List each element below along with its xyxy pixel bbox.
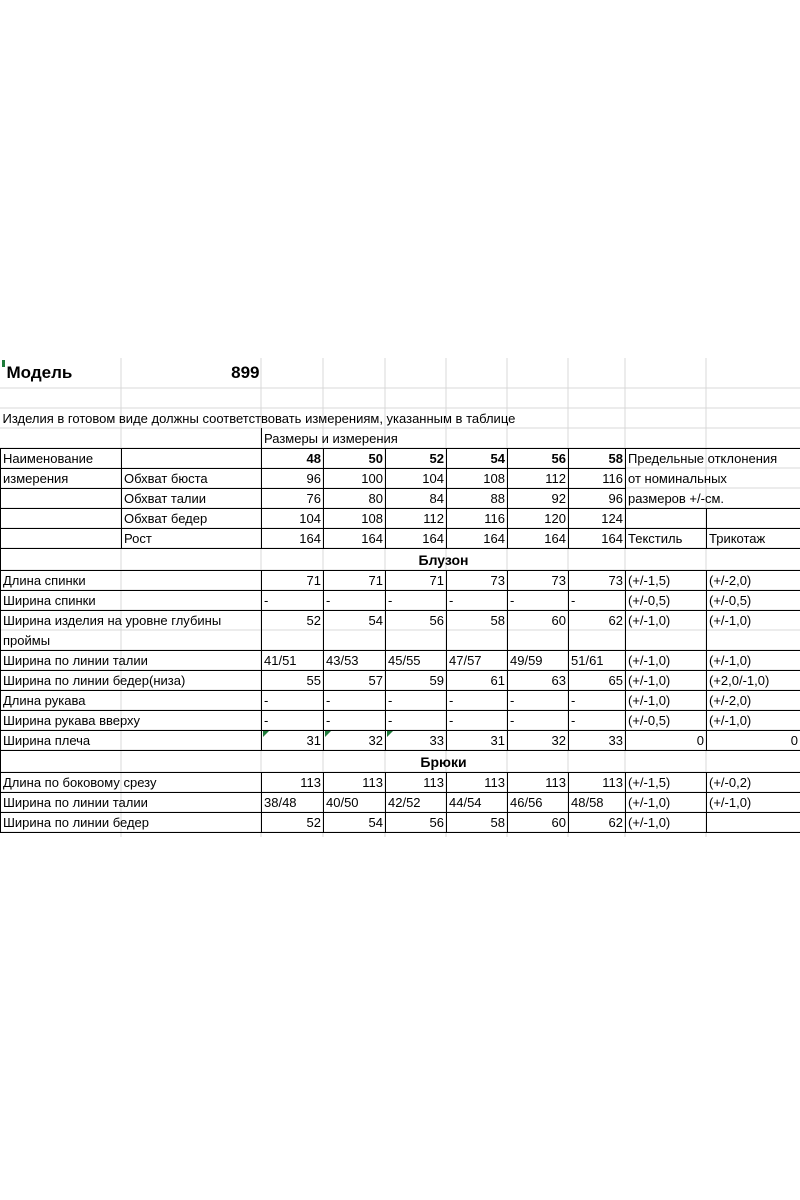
row-value: 60 xyxy=(508,610,569,630)
row-value: 47/57 xyxy=(447,650,508,670)
model-row xyxy=(1,358,800,388)
table-row xyxy=(1,812,800,832)
tolerance-header-3: размеров +/-см. xyxy=(626,488,800,508)
cell xyxy=(122,448,262,468)
blank-row xyxy=(1,388,800,408)
textile-tolerance xyxy=(626,630,707,650)
measurement-value: 112 xyxy=(508,468,569,488)
sizes-header-row xyxy=(1,428,800,448)
body-measurement-row xyxy=(1,468,800,488)
table-row xyxy=(1,690,800,710)
measurement-label: Обхват бюста xyxy=(122,468,262,488)
textile-tolerance: (+/-1,5) xyxy=(626,570,707,590)
row-label: Ширина спинки xyxy=(1,590,122,610)
cell xyxy=(447,358,508,388)
measurement-value: 112 xyxy=(386,508,447,528)
row-value: 59 xyxy=(386,670,447,690)
cell xyxy=(1,488,122,508)
knit-tolerance: (+/-1,0) xyxy=(707,650,800,670)
textile-tolerance: (+/-1,5) xyxy=(626,772,707,792)
row-label: Ширина рукава вверху xyxy=(1,710,122,730)
row-value: 32 xyxy=(508,730,569,750)
row-value: 62 xyxy=(569,812,626,832)
cell xyxy=(626,388,707,408)
row-value: - xyxy=(447,590,508,610)
row-value: 65 xyxy=(569,670,626,690)
row-value: - xyxy=(569,690,626,710)
section-title-row xyxy=(1,548,800,570)
measurement-value: 108 xyxy=(324,508,386,528)
row-value: 54 xyxy=(324,610,386,630)
cell xyxy=(1,428,122,448)
row-value: - xyxy=(447,690,508,710)
section-title: Брюки xyxy=(262,750,626,772)
row-value: 73 xyxy=(508,570,569,590)
cell xyxy=(324,358,386,388)
measurement-value: 84 xyxy=(386,488,447,508)
row-value: 73 xyxy=(447,570,508,590)
measurement-value: 100 xyxy=(324,468,386,488)
measurement-value: 120 xyxy=(508,508,569,528)
knit-tolerance: (+/-0,5) xyxy=(707,590,800,610)
measurement-label: Обхват бедер xyxy=(122,508,262,528)
measurement-value: 116 xyxy=(569,468,626,488)
row-value: 58 xyxy=(447,812,508,832)
row-value xyxy=(386,630,447,650)
row-value: 56 xyxy=(386,812,447,832)
row-value: - xyxy=(262,690,324,710)
tolerance-header: Предельные отклонения xyxy=(626,448,800,468)
row-value: - xyxy=(569,710,626,730)
error-indicator-icon xyxy=(325,731,331,737)
measurement-label: Обхват талии xyxy=(122,488,262,508)
measurement-label: Рост xyxy=(122,528,262,548)
row-value: - xyxy=(324,690,386,710)
row-value: 41/51 xyxy=(262,650,324,670)
cell xyxy=(1,508,122,528)
cell xyxy=(707,750,800,772)
cell xyxy=(386,358,447,388)
size-48: 48 xyxy=(262,448,324,468)
intro-row xyxy=(1,408,800,428)
cell xyxy=(707,548,800,570)
cell xyxy=(122,750,262,772)
knit-tolerance: (+/-0,2) xyxy=(707,772,800,792)
row-value: 55 xyxy=(262,670,324,690)
table-row xyxy=(1,730,800,750)
table-row xyxy=(1,590,800,610)
row-value: - xyxy=(508,710,569,730)
row-label: Ширина по линии талии xyxy=(1,650,122,670)
row-value: 44/54 xyxy=(447,792,508,812)
row-value: 31 xyxy=(447,730,508,750)
row-value: - xyxy=(262,710,324,730)
cell xyxy=(569,388,626,408)
knit-tolerance: (+/-2,0) xyxy=(707,570,800,590)
row-label: Ширина по линии бедер xyxy=(1,812,122,832)
measurement-value: 164 xyxy=(447,528,508,548)
cell xyxy=(122,548,262,570)
row-value: 61 xyxy=(447,670,508,690)
row-value: 113 xyxy=(386,772,447,792)
row-value: 60 xyxy=(508,812,569,832)
body-measurement-row xyxy=(1,528,800,548)
row-value: - xyxy=(324,590,386,610)
row-value: 71 xyxy=(386,570,447,590)
knit-tolerance xyxy=(707,812,800,832)
row-value: 45/55 xyxy=(386,650,447,670)
cell xyxy=(122,428,262,448)
textile-tolerance: (+/-0,5) xyxy=(626,590,707,610)
name-header: Наименование xyxy=(1,448,122,468)
table-row xyxy=(1,670,800,690)
row-value: 73 xyxy=(569,570,626,590)
textile-tolerance: (+/-1,0) xyxy=(626,690,707,710)
knit-tolerance: (+/-1,0) xyxy=(707,610,800,630)
row-value: - xyxy=(324,710,386,730)
table-row xyxy=(1,650,800,670)
row-value: - xyxy=(447,710,508,730)
row-value: 49/59 xyxy=(508,650,569,670)
row-value: 48/58 xyxy=(569,792,626,812)
cell xyxy=(1,548,122,570)
section-title-row xyxy=(1,750,800,772)
row-value: 63 xyxy=(508,670,569,690)
cell xyxy=(569,358,626,388)
name-header-2: измерения xyxy=(1,468,122,488)
row-value: 52 xyxy=(262,812,324,832)
row-value: 42/52 xyxy=(386,792,447,812)
row-label: Длина по боковому срезу xyxy=(1,772,122,792)
row-label: Длина спинки xyxy=(1,570,122,590)
cell xyxy=(1,528,122,548)
size-50: 50 xyxy=(324,448,386,468)
cell xyxy=(707,358,800,388)
measurement-value: 164 xyxy=(262,528,324,548)
measurement-value: 124 xyxy=(569,508,626,528)
model-label: Модель xyxy=(6,363,73,382)
size-56: 56 xyxy=(508,448,569,468)
row-value: 54 xyxy=(324,812,386,832)
row-value: 40/50 xyxy=(324,792,386,812)
size-table xyxy=(0,358,800,833)
cell xyxy=(122,730,262,750)
measurement-value: 96 xyxy=(569,488,626,508)
row-value: 33 xyxy=(569,730,626,750)
cell xyxy=(122,590,262,610)
cell xyxy=(447,388,508,408)
knitwear-header: Трикотаж xyxy=(707,528,800,548)
row-value: 113 xyxy=(508,772,569,792)
cell xyxy=(1,388,122,408)
cell xyxy=(626,750,707,772)
measurement-value: 104 xyxy=(262,508,324,528)
measurement-value: 104 xyxy=(386,468,447,488)
row-value: 32 xyxy=(324,730,386,750)
row-value: 57 xyxy=(324,670,386,690)
row-value: 38/48 xyxy=(262,792,324,812)
measurement-value: 88 xyxy=(447,488,508,508)
table-row xyxy=(1,772,800,792)
row-value: 58 xyxy=(447,610,508,630)
measurement-value: 92 xyxy=(508,488,569,508)
measurement-value: 164 xyxy=(508,528,569,548)
intro-text: Изделия в готовом виде должны соответствовать измерениям, указанным в таблице xyxy=(2,411,516,426)
cell xyxy=(262,388,324,408)
row-value xyxy=(447,630,508,650)
measurement-value: 80 xyxy=(324,488,386,508)
table-row xyxy=(1,570,800,590)
row-value: - xyxy=(386,690,447,710)
size-52: 52 xyxy=(386,448,447,468)
textile-tolerance: (+/-1,0) xyxy=(626,670,707,690)
textile-tolerance: (+/-1,0) xyxy=(626,792,707,812)
body-measurement-row xyxy=(1,488,800,508)
row-value: - xyxy=(508,590,569,610)
row-value xyxy=(262,630,324,650)
cell xyxy=(122,690,262,710)
error-indicator-icon xyxy=(263,731,269,737)
row-value xyxy=(324,630,386,650)
measurement-value: 164 xyxy=(386,528,447,548)
textile-tolerance: (+/-1,0) xyxy=(626,650,707,670)
row-value: 113 xyxy=(324,772,386,792)
section-title: Блузон xyxy=(262,548,626,570)
cell xyxy=(1,750,122,772)
row-value: - xyxy=(262,590,324,610)
row-value: - xyxy=(386,710,447,730)
spreadsheet xyxy=(0,358,800,840)
row-label: Длина рукава xyxy=(1,690,122,710)
row-value: - xyxy=(569,590,626,610)
cell xyxy=(626,548,707,570)
table-row xyxy=(1,792,800,812)
row-label: проймы xyxy=(1,630,122,650)
row-value: 113 xyxy=(447,772,508,792)
measurement-value: 116 xyxy=(447,508,508,528)
row-label: Ширина по линии бедер(низа) xyxy=(1,670,122,690)
measurement-value: 164 xyxy=(324,528,386,548)
row-value: 51/61 xyxy=(569,650,626,670)
cell xyxy=(626,508,707,528)
row-label: Ширина плеча xyxy=(1,730,122,750)
table-row xyxy=(1,630,800,650)
textile-tolerance: (+/-1,0) xyxy=(626,610,707,630)
textile-tolerance: 0 xyxy=(626,730,707,750)
knit-tolerance: (+/-2,0) xyxy=(707,690,800,710)
cell xyxy=(122,570,262,590)
measurement-value: 96 xyxy=(262,468,324,488)
row-value: 113 xyxy=(262,772,324,792)
measurement-value: 164 xyxy=(569,528,626,548)
row-value: 43/53 xyxy=(324,650,386,670)
cell xyxy=(122,710,262,730)
row-value xyxy=(508,630,569,650)
textile-header: Текстиль xyxy=(626,528,707,548)
row-value: 56 xyxy=(386,610,447,630)
table-row xyxy=(1,610,800,630)
cell xyxy=(707,508,800,528)
row-value: 71 xyxy=(324,570,386,590)
cell xyxy=(626,358,707,388)
cell xyxy=(122,388,262,408)
row-value xyxy=(569,630,626,650)
row-value: - xyxy=(386,590,447,610)
measurement-value: 76 xyxy=(262,488,324,508)
measurement-value: 108 xyxy=(447,468,508,488)
knit-tolerance: 0 xyxy=(707,730,800,750)
row-value: 113 xyxy=(569,772,626,792)
row-value: 33 xyxy=(386,730,447,750)
row-value: 46/56 xyxy=(508,792,569,812)
textile-tolerance: (+/-0,5) xyxy=(626,710,707,730)
tolerance-header-2: от номинальных xyxy=(626,468,800,488)
row-label: Ширина по линии талии xyxy=(1,792,122,812)
cell xyxy=(508,358,569,388)
table-row xyxy=(1,710,800,730)
cell xyxy=(262,358,324,388)
sizes-header: Размеры и измерения xyxy=(264,430,398,446)
knit-tolerance: (+2,0/-1,0) xyxy=(707,670,800,690)
row-value: 71 xyxy=(262,570,324,590)
row-value: - xyxy=(508,690,569,710)
knit-tolerance: (+/-1,0) xyxy=(707,792,800,812)
knit-tolerance xyxy=(707,630,800,650)
size-58: 58 xyxy=(569,448,626,468)
cell xyxy=(508,388,569,408)
row-value: 62 xyxy=(569,610,626,630)
row-value: 52 xyxy=(262,610,324,630)
cell xyxy=(707,388,800,408)
row-value: 31 xyxy=(262,730,324,750)
header-row xyxy=(1,448,800,468)
cell xyxy=(324,388,386,408)
textile-tolerance: (+/-1,0) xyxy=(626,812,707,832)
body-measurement-row xyxy=(1,508,800,528)
knit-tolerance: (+/-1,0) xyxy=(707,710,800,730)
model-number: 899 xyxy=(231,363,260,382)
cell xyxy=(122,630,262,650)
error-indicator-icon xyxy=(387,731,393,737)
size-54: 54 xyxy=(447,448,508,468)
row-label: Ширина изделия на уровне глубины xyxy=(1,610,122,630)
cell xyxy=(386,388,447,408)
